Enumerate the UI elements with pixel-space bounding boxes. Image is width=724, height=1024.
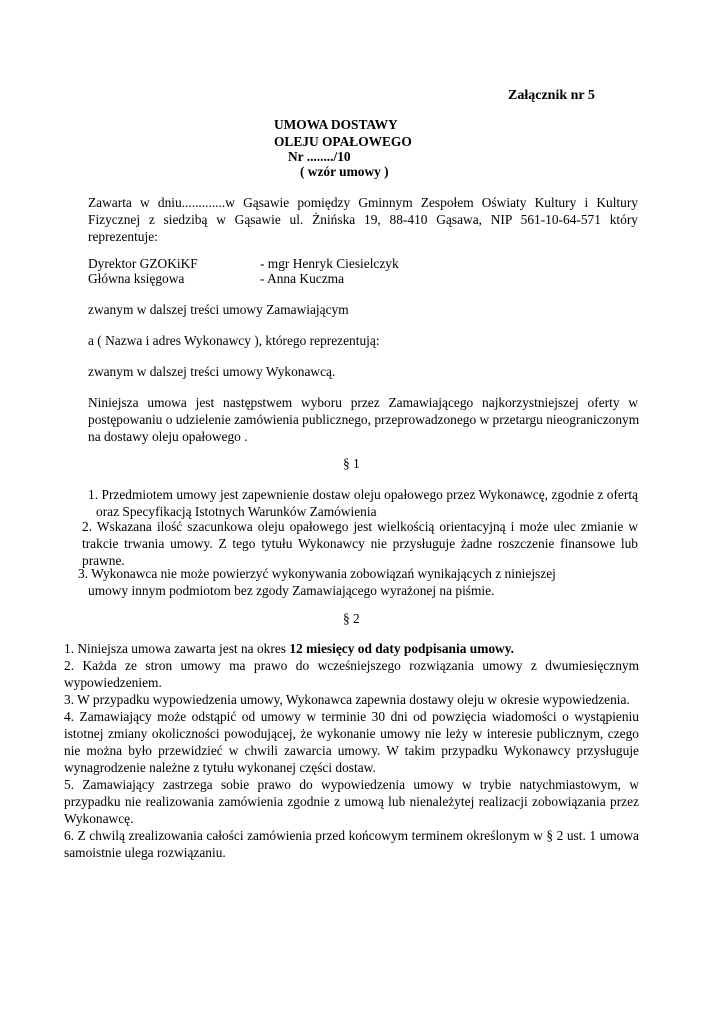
s1-p3-line-1: 3. Wykonawca nie może powierzyć wykonywania zobowiązań wynikających z niniejszej <box>78 566 556 581</box>
s1-p2-line-3: prawne. <box>82 553 125 568</box>
s2-p3: 3. W przypadku wypowiedzenia umowy, Wykonawca zapewnia dostawy oleju w okresie wypowiedzenia. <box>64 692 630 707</box>
s2-p1-prefix: 1. Niniejsza umowa zawarta jest na okres <box>64 641 290 656</box>
rep-role-1: Dyrektor GZOKiKF <box>88 256 198 271</box>
section-1-heading: § 1 <box>343 456 360 471</box>
wykonawca-definition: zwanym w dalszej treści umowy Wykonawcą. <box>88 364 336 379</box>
s1-p2-line-2: trakcie trwania umowy. Z tego tytułu Wykonawcy nie przysługuje żadne roszczenie finansowe lub <box>82 536 638 551</box>
s2-p1-bold: 12 miesięcy od daty podpisania umowy. <box>289 641 515 656</box>
s2-p6-line-2: samoistnie ulega rozwiązaniu. <box>64 845 226 860</box>
intro-line-2: Fizycznej z siedzibą w Gąsawie ul. Żnińska 19, 88-410 Gąsawa, NIP 561-10-64-571 który <box>88 212 638 227</box>
section-2-body <box>64 640 639 861</box>
s2-p5-line-2: przypadku nie realizowania zamówienia zgodnie z umową lub nienależytej realizacji zobowiązania przez <box>64 794 639 809</box>
zamawiajacy-definition: zwanym w dalszej treści umowy Zamawiającym <box>88 302 349 317</box>
s2-p2-line-1: 2. Każda ze stron umowy ma prawo do wcześniejszego rozwiązania umowy z dwumiesięcznym <box>64 658 639 673</box>
rep-name-2: - Anna Kuczma <box>260 271 345 286</box>
section-2-heading: § 2 <box>343 611 360 626</box>
rep-name-1: - mgr Henryk Ciesielczyk <box>260 256 399 271</box>
title-line-2: OLEJU OPAŁOWEGO <box>274 134 412 149</box>
preamble-line-1: Niniejsza umowa jest następstwem wyboru przez Zamawiającego najkorzystniejszej oferty w <box>88 395 638 410</box>
section-1-point-3 <box>78 565 638 599</box>
s2-p2-line-2: wypowiedzeniem. <box>64 675 162 690</box>
preamble-line-2: postępowaniu o udzielenie zamówienia publicznego, przeprowadzonego w przetargu nieograniczonym <box>88 412 640 427</box>
template-note: ( wzór umowy ) <box>300 164 389 179</box>
s2-p5-line-3: Wykonawcę. <box>64 811 134 826</box>
intro-line-3: reprezentuje: <box>88 229 158 244</box>
s1-p2-line-1: 2. Wskazana ilość szacunkowa oleju opałowego jest wielkością orientacyjną i może ulec zmianie w <box>82 519 638 534</box>
s2-p4-line-3: nie można było przewidzieć w chwili zawarcia umowy. W takim przypadku Wykonawcy przysługuje <box>64 743 639 758</box>
section-1-point-2 <box>82 518 638 569</box>
preamble-line-3: na dostawy oleju opałowego . <box>88 429 248 444</box>
wykonawca-line: a ( Nazwa i adres Wykonawcy ), którego reprezentują: <box>88 333 380 348</box>
s2-p1 <box>64 640 639 657</box>
intro-line-1: Zawarta w dniu.............w Gąsawie pomiędzy Gminnym Zespołem Oświaty Kultury i Kultury <box>88 195 638 210</box>
preamble-paragraph <box>88 394 638 445</box>
title-line-1: UMOWA DOSTAWY <box>274 117 398 132</box>
attachment-label: Załącznik nr 5 <box>508 88 595 103</box>
section-1-point-1 <box>88 486 638 520</box>
contract-number: Nr ......../10 <box>288 149 351 164</box>
s2-p4-line-1: 4. Zamawiający może odstąpić od umowy w terminie 30 dni od powzięcia wiadomości o wystąpieniu <box>64 709 639 724</box>
s1-p1-line-1: 1. Przedmiotem umowy jest zapewnienie dostaw oleju opałowego przez Wykonawcę, zgodnie z ofertą <box>88 487 638 502</box>
s1-p3-line-2: umowy innym podmiotom bez zgody Zamawiającego wyrażonej na piśmie. <box>88 583 495 598</box>
s2-p4-line-2: istotnej zmiany okoliczności powodującej, że wykonanie umowy nie leży w interesie publicznym, czego <box>64 726 639 741</box>
s2-p4-line-4: wynagrodzenie należne z tytułu wykonanej części dostaw. <box>64 760 376 775</box>
intro-paragraph <box>88 194 638 245</box>
s2-p5-line-1: 5. Zamawiający zastrzega sobie prawo do wypowiedzenia umowy w trybie natychmiastowym, w <box>64 777 639 792</box>
s1-p1-line-2: oraz Specyfikacją Istotnych Warunków Zamówienia <box>96 504 377 519</box>
s2-p6-line-1: 6. Z chwilą zrealizowania całości zamówienia przed końcowym terminem określonym w § 2 ust. 1 umowa <box>64 828 639 843</box>
rep-role-2: Główna księgowa <box>88 271 185 286</box>
